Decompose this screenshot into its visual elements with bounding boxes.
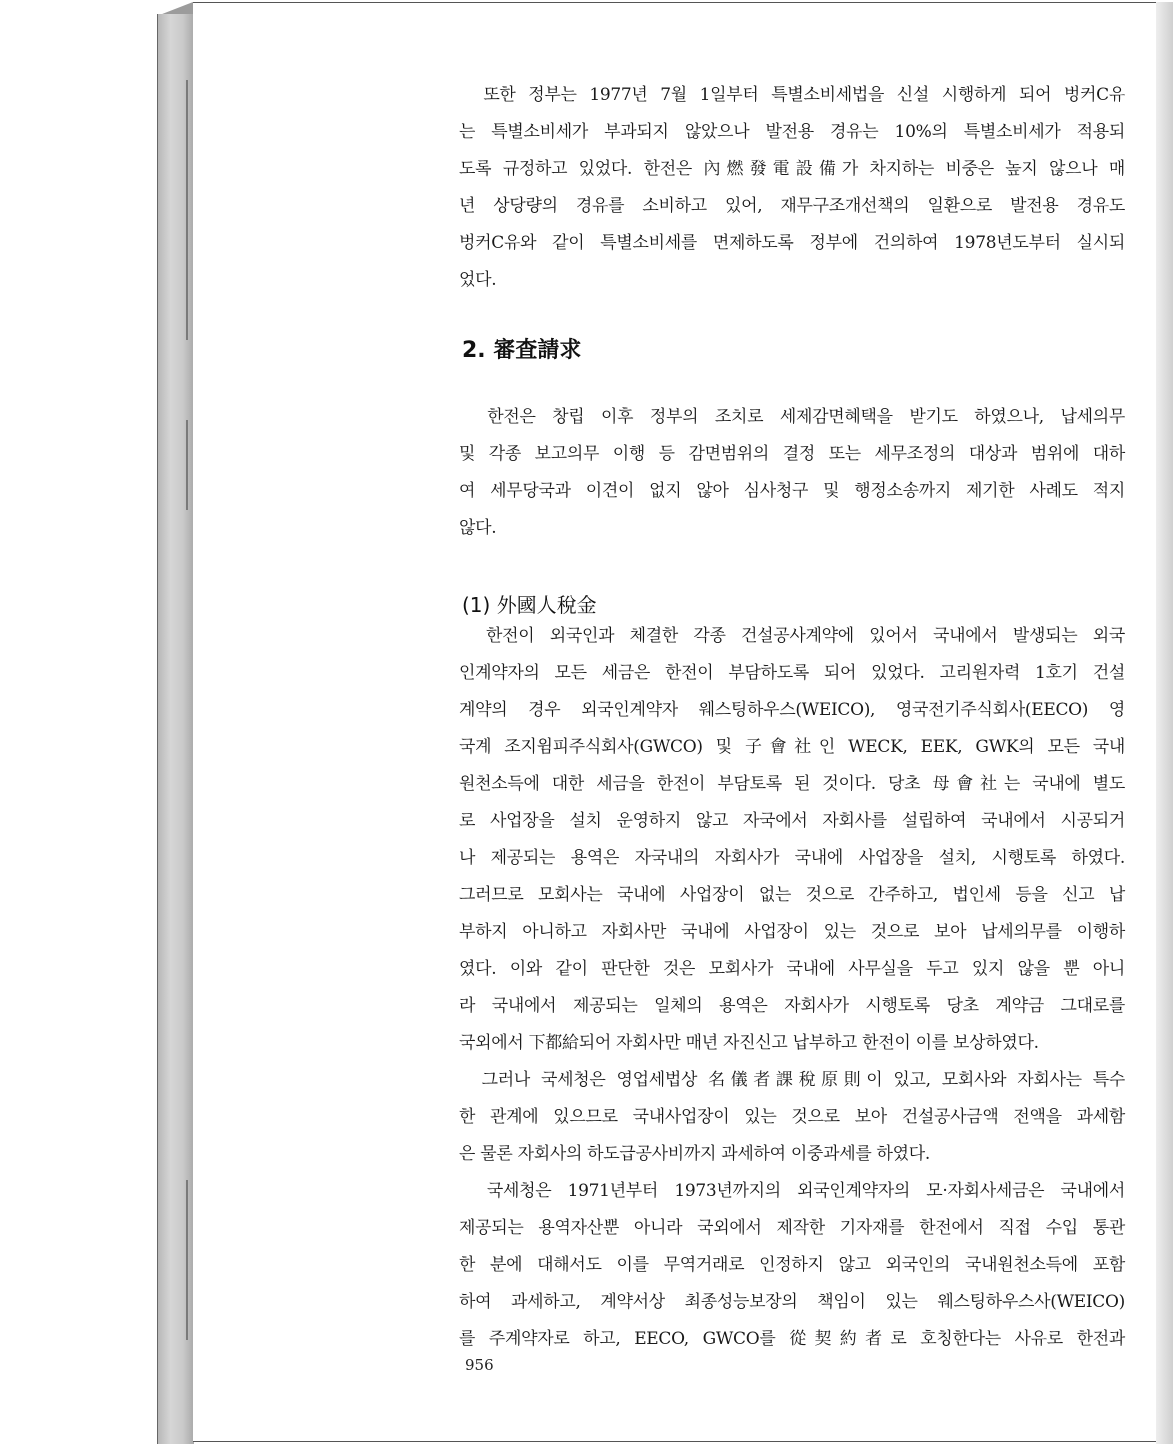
paragraph-foreign-tax: [459, 618, 1125, 1358]
text-line: 였다. 이와 같이 판단한 것은 모회사가 국내에 사무실을 두고 있지 않을 뿐 아니: [459, 959, 1125, 979]
text-line: 국외에서 下都給되어 자회사만 매년 자진신고 납부하고 한전이 이를 보상하였다.: [459, 1033, 1039, 1053]
text-line: 하여 과세하고, 계약서상 최종성능보장의 책임이 있는 웨스팅하우스사(WEICO): [459, 1292, 1125, 1312]
text-line: 년 상당량의 경유를 소비하고 있어, 재무구조개선책의 일환으로 발전용 경유도: [459, 196, 1125, 216]
text-line: 국세청은 1971년부터 1973년까지의 외국인계약자의 모·자회사세금은 국내에서: [459, 1181, 1125, 1201]
paragraph-special-consumption-tax: [459, 77, 1125, 299]
paragraph-review-request: [459, 399, 1125, 547]
text-line: 도록 규정하고 있었다. 한전은 內燃發電設備가 차지하는 비중은 높지 않으나 매: [459, 159, 1125, 179]
text-line: 는 특별소비세가 부과되지 않았으나 발전용 경유는 10%의 특별소비세가 적용되: [459, 122, 1125, 142]
text-line: 나 제공되는 용역은 자국내의 자회사가 국내에 사업장을 설치, 시행토록 하였다.: [459, 848, 1125, 868]
text-line: 한전이 외국인과 체결한 각종 건설공사계약에 있어서 국내에서 발생되는 외국: [459, 626, 1125, 646]
spine-mark: [186, 1180, 188, 1340]
text-line: 여 세무당국과 이견이 없지 않아 심사청구 및 행정소송까지 제기한 사례도 적지: [459, 481, 1125, 501]
text-line: 었다.: [459, 270, 497, 290]
page-edge: [1156, 2, 1173, 1444]
text-line: 그러므로 모회사는 국내에 사업장이 없는 것으로 간주하고, 법인세 등을 신고 납: [459, 885, 1125, 905]
text-line: 로 사업장을 설치 운영하지 않고 자국에서 자회사를 설립하여 국내에서 시공되거: [459, 811, 1125, 831]
text-line: 벙커C유와 같이 특별소비세를 면제하도록 정부에 건의하여 1978년도부터 실시되: [459, 233, 1125, 253]
text-line: 그러나 국세청은 영업세법상 名儀者課稅原則이 있고, 모회사와 자회사는 특수: [459, 1070, 1125, 1090]
text-line: 제공되는 용역자산뿐 아니라 국외에서 제작한 기자재를 한전에서 직접 수입 통관: [459, 1218, 1125, 1238]
text-line: 라 국내에서 제공되는 일체의 용역은 자회사가 시행토록 당초 계약금 그대로를: [459, 996, 1125, 1016]
text-line: 않다.: [459, 518, 497, 538]
text-line: 부하지 아니하고 자회사만 국내에 사업장이 있는 것으로 보아 납세의무를 이행하: [459, 922, 1125, 942]
spine-mark: [186, 80, 188, 340]
page-number: 956: [465, 1356, 494, 1374]
text-line: 인계약자의 모든 세금은 한전이 부담하도록 되어 있었다. 고리원자력 1호기 건설: [459, 663, 1125, 683]
text-line: 원천소득에 대한 세금을 한전이 부담토록 된 것이다. 당초 母會社는 국내에 별도: [459, 774, 1125, 794]
section-heading: 2. 審査請求: [462, 338, 582, 363]
text-line: 를 주계약자로 하고, EECO, GWCO를 從契約者로 호칭한다는 사유로 한전과: [459, 1329, 1125, 1349]
book-spine: [157, 14, 194, 1444]
text-line: 한 분에 대해서도 이를 무역거래로 인정하지 않고 외국인의 국내원천소득에 포함: [459, 1255, 1125, 1275]
text-line: 한 관계에 있으므로 국내사업장이 있는 것으로 보아 건설공사금액 전액을 과세함: [459, 1107, 1125, 1127]
text-line: 또한 정부는 1977년 7월 1일부터 특별소비세법을 신설 시행하게 되어 벙커C유: [459, 85, 1125, 105]
text-line: 및 각종 보고의무 이행 등 감면범위의 결정 또는 세무조정의 대상과 범위에 대하: [459, 444, 1125, 464]
text-line: 한전은 창립 이후 정부의 조치로 세제감면혜택을 받기도 하였으나, 납세의무: [459, 407, 1125, 427]
subsection-heading: (1) 外國人稅金: [462, 593, 597, 617]
text-line: 국계 조지윔피주식회사(GWCO) 및 子會社인 WECK, EEK, GWK의 모든 국내: [459, 737, 1125, 757]
text-line: 계약의 경우 외국인계약자 웨스팅하우스(WEICO), 영국전기주식회사(EECO) 영: [459, 700, 1125, 720]
spine-mark: [186, 420, 188, 510]
text-line: 은 물론 자회사의 하도급공사비까지 과세하여 이중과세를 하였다.: [459, 1144, 931, 1164]
